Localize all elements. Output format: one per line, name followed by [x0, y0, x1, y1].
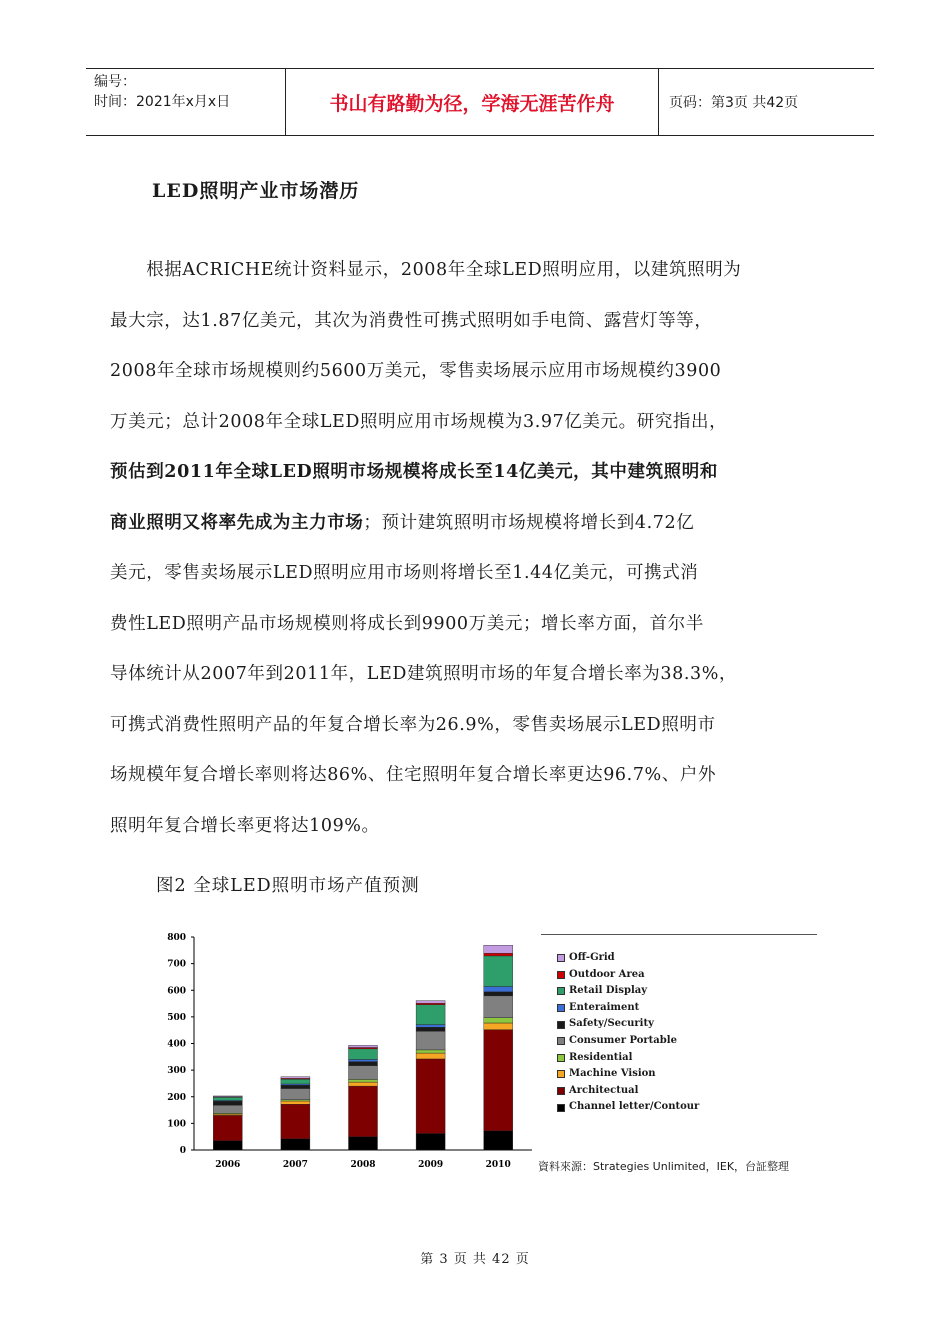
bar-segment — [349, 1045, 378, 1047]
paragraph-line: 可携式消费性照明产品的年复合增长率为26.9%，零售卖场展示LED照明市 — [110, 714, 716, 735]
bar-segment — [484, 992, 513, 996]
x-tick-label: 2009 — [418, 1160, 444, 1170]
paragraph-line: 照明年复合增长率更将达109%。 — [110, 815, 380, 836]
legend-item — [557, 950, 699, 967]
paragraph-line-mixed — [110, 498, 850, 549]
bar-segment — [484, 945, 513, 953]
paragraph-line-bold: 预估到2011年全球LED照明市场规模将成长至14亿美元，其中建筑照明和 — [110, 462, 718, 482]
bar-segment — [484, 1018, 513, 1023]
bar-segment — [484, 953, 513, 956]
legend-swatch — [557, 1070, 565, 1078]
page-footer: 第 3 页 共 42 页 — [420, 1252, 530, 1267]
legend-label: Safety/Security — [569, 1018, 654, 1030]
bar-segment — [484, 956, 513, 987]
y-tick-label: 200 — [167, 1092, 186, 1103]
legend-label: Outdoor Area — [569, 968, 645, 980]
bar-segment — [213, 1097, 242, 1100]
bar-segment — [349, 1082, 378, 1086]
legend-label: Channel letter/Contour — [569, 1101, 700, 1113]
bar-segment — [416, 1053, 445, 1059]
bar-segment — [416, 1005, 445, 1025]
x-tick-label: 2006 — [215, 1160, 241, 1170]
normal-phrase: ；预计建筑照明市场规模将增长到4.72亿 — [363, 512, 695, 533]
legend-item — [557, 1033, 699, 1050]
legend-label: Off-Grid — [569, 952, 615, 963]
body-paragraph — [110, 245, 850, 851]
y-tick-label: 100 — [167, 1119, 186, 1130]
x-tick-label: 2010 — [485, 1160, 511, 1170]
bar-segment — [484, 1030, 513, 1131]
bar-segment — [416, 1001, 445, 1004]
legend-swatch — [557, 1004, 565, 1012]
legend-item — [557, 1066, 699, 1083]
y-tick-label: 500 — [167, 1012, 186, 1023]
x-tick-label: 2007 — [282, 1160, 308, 1170]
paragraph-line: 2008年全球市场规模则约5600万美元，零售卖场展示应用市场规模约3900 — [110, 361, 722, 381]
legend-swatch — [557, 1037, 565, 1045]
bar-segment — [416, 1027, 445, 1031]
bar-segment — [349, 1079, 378, 1082]
legend-swatch — [557, 1104, 565, 1112]
y-tick-label: 0 — [179, 1146, 186, 1156]
legend-item — [557, 1050, 699, 1067]
bar-segment — [349, 1059, 378, 1061]
page-header — [86, 68, 874, 136]
bar-segment — [349, 1066, 378, 1080]
y-tick-label: 600 — [167, 986, 186, 997]
legend-item — [557, 1000, 699, 1017]
market-chart — [140, 928, 820, 1178]
bar-segment — [349, 1049, 378, 1060]
bar-segment — [281, 1077, 310, 1079]
legend-item — [557, 1083, 699, 1100]
bar-segment — [213, 1105, 242, 1113]
x-tick-label: 2008 — [350, 1160, 376, 1170]
bar-segment — [281, 1085, 310, 1088]
legend-label: Machine Vision — [569, 1068, 656, 1080]
bar-segment — [281, 1079, 310, 1084]
bar-segment — [213, 1141, 242, 1150]
bar-segment — [281, 1088, 310, 1099]
legend-swatch — [557, 1021, 565, 1029]
header-meta — [86, 69, 286, 135]
header-page: 页码：第3页 共42页 — [669, 95, 799, 111]
bar-segment — [281, 1104, 310, 1139]
bar-segment — [416, 1025, 445, 1028]
bar-segment — [281, 1139, 310, 1150]
y-tick-label: 300 — [167, 1066, 186, 1077]
y-tick-label: 700 — [167, 959, 186, 970]
legend-label: Consumer Portable — [569, 1034, 677, 1046]
legend-label: Residential — [569, 1051, 633, 1063]
bar-segment — [484, 987, 513, 992]
y-tick-label: 800 — [167, 933, 186, 943]
legend-swatch — [557, 1087, 565, 1095]
bar-segment — [416, 1031, 445, 1050]
legend-swatch — [557, 971, 565, 979]
legend-swatch — [557, 954, 565, 962]
paragraph-line: 费性LED照明产品市场规模则将成长到9900万美元；增长率方面，首尔半 — [110, 613, 704, 634]
bar-segment — [349, 1137, 378, 1150]
legend-label: Enteraiment — [569, 1001, 640, 1013]
bar-segment — [484, 996, 513, 1018]
legend-item — [557, 967, 699, 984]
bar-segment — [484, 1023, 513, 1030]
paragraph-line: 最大宗，达1.87亿美元，其次为消费性可携式照明如手电筒、露营灯等等， — [110, 310, 713, 331]
bold-phrase: 商业照明又将率先成为主力市场 — [110, 512, 364, 533]
paragraph-line: 万美元；总计2008年全球LED照明应用市场规模为3.97亿美元。研究指出， — [110, 411, 728, 432]
header-number: 编号： — [94, 74, 136, 90]
header-time: 时间：2021年x月x日 — [94, 94, 231, 110]
bar-segment — [416, 1059, 445, 1134]
legend-swatch — [557, 1054, 565, 1062]
chart-legend — [557, 950, 699, 1116]
chart-svg — [140, 928, 540, 1178]
legend-swatch — [557, 987, 565, 995]
figure-caption: 图2 全球LED照明市场产值预测 — [156, 876, 420, 896]
paragraph-line: 美元，零售卖场展示LED照明应用市场则将增长至1.44亿美元，可携式消 — [110, 563, 699, 583]
header-motto: 书山有路勤为径，学海无涯苦作舟 — [286, 69, 659, 135]
legend-item — [557, 1099, 699, 1116]
bar-segment — [416, 1133, 445, 1150]
legend-item — [557, 983, 699, 1000]
bar-segment — [349, 1062, 378, 1066]
paragraph-line: 场规模年复合增长率则将达86%、住宅照明年复合增长率更达96.7%、户外 — [110, 765, 717, 785]
y-tick-label: 400 — [167, 1039, 186, 1050]
chart-source: 資料來源：Strategies Unlimited，IEK，台証整理 — [538, 1160, 790, 1173]
bar-segment — [349, 1086, 378, 1137]
legend-item — [557, 1016, 699, 1033]
paragraph-line: 导体统计从2007年到2011年，LED建筑照明市场的年复合增长率为38.3%， — [110, 664, 738, 684]
legend-label: Retail Display — [569, 985, 648, 997]
bar-segment — [213, 1101, 242, 1105]
bar-segment — [213, 1096, 242, 1097]
legend-label: Architectual — [569, 1084, 639, 1096]
legend-rule — [541, 934, 817, 935]
bar-segment — [281, 1101, 310, 1104]
bar-segment — [484, 1131, 513, 1150]
bar-segment — [416, 1050, 445, 1053]
bar-segment — [213, 1115, 242, 1140]
paragraph-line: 根据ACRICHE统计资料显示，2008年全球LED照明应用，以建筑照明为 — [110, 260, 742, 280]
section-title: LED照明产业市场潜历 — [152, 180, 360, 202]
